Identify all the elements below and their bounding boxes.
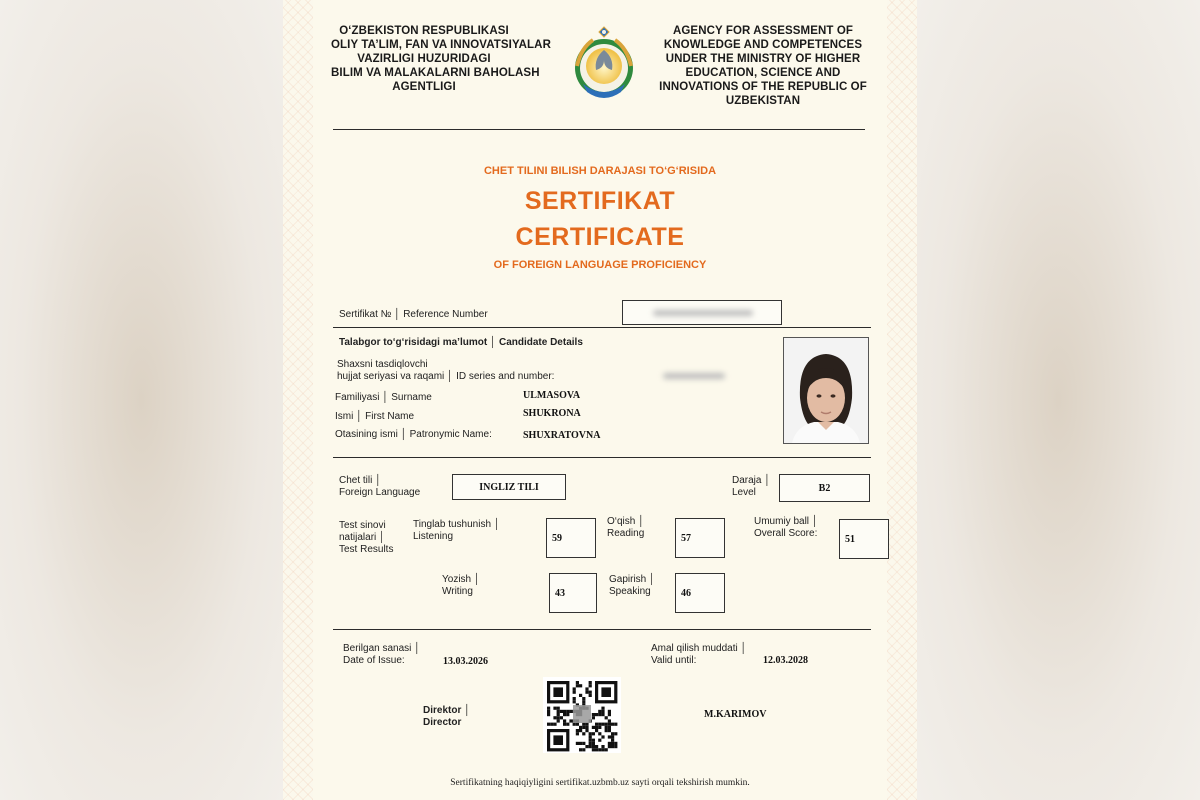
certificate-document [283, 0, 917, 800]
surname-label: Familiyasi │ Surname [335, 392, 432, 403]
title-sertifikat: SERTIFIKAT [524, 187, 676, 215]
issuer-name-uzbek [331, 24, 551, 94]
listening-label-line: Tinglab tushunish │ [413, 519, 501, 530]
title-subtitle-uzbek: CHET TILINI BILISH DARAJASI TO‘G‘RISIDA [483, 165, 717, 177]
first-name-label: Ismi │ First Name [335, 411, 415, 422]
redacted-reference-number [653, 310, 753, 316]
blurred-background-right [917, 0, 1200, 800]
issue-date-value: 13.03.2026 [443, 656, 488, 667]
listening-score: 59 [546, 518, 596, 558]
header-right-line: INNOVATIONS OF THE REPUBLIC OF [659, 81, 867, 93]
header-right-line: EDUCATION, SCIENCE AND [685, 67, 841, 79]
header-left-line: VAZIRLIGI HUZURIDAGI [357, 53, 491, 65]
patronymic-value: SHUXRATOVNA [523, 430, 601, 441]
valid-until-label [651, 643, 747, 667]
test-results-label [339, 520, 393, 556]
redacted-id-number [663, 373, 725, 379]
header-left-line: BILIM VA MALAKALARNI BAHOLASH [331, 67, 540, 79]
patronymic-label: Otasining ismi │ Patronymic Name: [335, 429, 492, 440]
verification-note: Sertifikatning haqiqiyligini sertifikat.uzbmb.uz sayti orqali tekshirish mumkin. [450, 778, 750, 788]
header-right-line: AGENCY FOR ASSESSMENT OF [672, 25, 854, 37]
issue-date-label-line: Date of Issue: [343, 655, 405, 666]
blurred-background-left [0, 0, 283, 800]
director-name: M.KARIMOV [704, 709, 767, 720]
issue-date-label-line: Berilgan sanasi │ [343, 643, 421, 654]
listening-label [413, 519, 500, 543]
speaking-label-line: Gapirish │ [609, 574, 656, 585]
level-label-line: Daraja │ [732, 475, 771, 486]
foreign-language-value: INGLIZ TILI [452, 474, 566, 500]
writing-label-line: Writing [442, 586, 473, 597]
surname-value: ULMASOVA [523, 390, 581, 401]
test-results-label-line: Test sinovi [339, 520, 386, 531]
speaking-label-line: Speaking [609, 586, 651, 597]
speaking-score: 46 [675, 573, 725, 613]
candidate-section-title: Talabgor to‘g‘risidagi ma’lumot │ Candidate Details [339, 337, 583, 348]
header-left-line: AGENTLIGI [392, 81, 456, 93]
results-divider [333, 629, 871, 630]
title-certificate: CERTIFICATE [515, 223, 685, 251]
test-results-label-line: natijalari │ [339, 532, 386, 543]
verification-qr-code[interactable] [543, 677, 621, 753]
header-right-line: UNDER THE MINISTRY OF HIGHER [665, 53, 861, 65]
reading-label [607, 516, 644, 540]
level-label-line: Level [732, 487, 756, 498]
overall-score: 51 [839, 519, 889, 559]
issuer-name-english [648, 24, 878, 108]
id-series-label [337, 359, 554, 383]
id-label-line: hujjat seriyasi va raqami │ ID series and number: [337, 371, 555, 382]
header-divider [333, 129, 865, 130]
valid-until-value: 12.03.2028 [763, 655, 808, 666]
foreign-language-label-line: Chet tili │ [339, 475, 382, 486]
level-value: B2 [779, 474, 870, 502]
candidate-photo [783, 337, 869, 444]
first-name-value: SHUKRONA [523, 408, 581, 419]
writing-label [442, 574, 480, 598]
level-label [732, 475, 771, 499]
overall-score-label-line: Overall Score: [754, 528, 818, 539]
overall-score-label-line: Umumiy ball │ [754, 516, 819, 527]
header-left-line: O‘ZBEKISTON RESPUBLIKASI [339, 25, 509, 37]
director-label [423, 705, 470, 729]
director-label-line: Direktor │ [423, 705, 471, 716]
foreign-language-label [339, 475, 420, 499]
writing-label-line: Yozish │ [442, 574, 481, 585]
header-right-line: KNOWLEDGE AND COMPETENCES [663, 39, 863, 51]
writing-score: 43 [549, 573, 597, 613]
header-left-line: OLIY TA’LIM, FAN VA INNOVATSIYALAR [331, 39, 551, 51]
candidate-divider [333, 457, 871, 458]
reading-score: 57 [675, 518, 725, 558]
reading-label-line: Reading [607, 528, 645, 539]
reference-divider [333, 327, 871, 328]
foreign-language-label-line: Foreign Language [339, 487, 421, 498]
reading-label-line: O‘qish │ [607, 516, 645, 527]
valid-until-label-line: Valid until: [651, 655, 697, 666]
valid-until-label-line: Amal qilish muddati │ [651, 643, 747, 654]
certificate-paper [313, 0, 887, 800]
reference-number-box [622, 300, 782, 325]
header-right-line: UZBEKISTAN [725, 95, 801, 107]
speaking-label [609, 574, 655, 598]
overall-score-label [754, 516, 818, 540]
director-label-line: Director [423, 717, 462, 728]
reference-number-label: Sertifikat № │ Reference Number [339, 309, 488, 320]
uzbekistan-state-emblem-icon [573, 26, 635, 104]
title-subtitle-english: OF FOREIGN LANGUAGE PROFICIENCY [493, 259, 707, 271]
test-results-label-line: Test Results [339, 544, 394, 555]
issue-date-label [343, 643, 420, 667]
listening-label-line: Listening [413, 531, 454, 542]
id-label-line: Shaxsni tasdiqlovchi [337, 359, 428, 370]
